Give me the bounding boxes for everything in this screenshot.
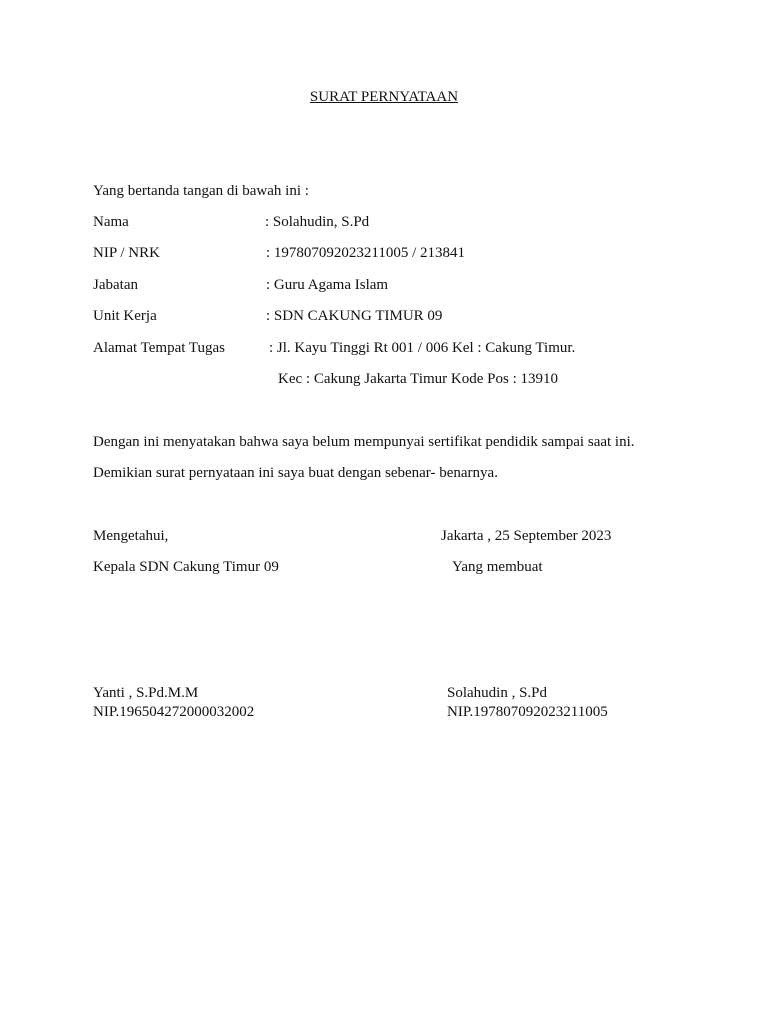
field-label-alamat: Alamat Tempat Tugas: [93, 340, 226, 356]
statement-text: Dengan ini menyatakan bahwa saya belum mempunyai sertifikat pendidik sampai saat ini.: [93, 434, 635, 450]
field-value-nip: : 197807092023211005 / 213841: [266, 245, 466, 261]
left-signatory-position: Kepala SDN Cakung Timur 09: [93, 559, 279, 575]
left-signatory-name: Yanti , S.Pd.M.M: [93, 685, 199, 701]
right-signatory-name: Solahudin , S.Pd: [447, 685, 548, 701]
right-signatory-nip: NIP.197807092023211005: [447, 704, 608, 720]
field-value-nama: : Solahudin, S.Pd: [265, 214, 370, 230]
field-value-unit-kerja: : SDN CAKUNG TIMUR 09: [266, 308, 443, 324]
left-signatory-nip: NIP.196504272000032002: [93, 704, 255, 720]
field-label-jabatan: Jabatan: [93, 277, 138, 293]
intro-text: Yang bertanda tangan di bawah ini :: [93, 183, 309, 199]
field-value-jabatan: : Guru Agama Islam: [266, 277, 389, 293]
field-label-unit-kerja: Unit Kerja: [93, 308, 157, 324]
field-value-alamat: : Jl. Kayu Tinggi Rt 001 / 006 Kel : Cakung Timur.: [269, 340, 576, 356]
acknowledged-label: Mengetahui,: [93, 528, 169, 544]
closing-text: Demikian surat pernyataan ini saya buat dengan sebenar- benarnya.: [93, 465, 498, 481]
right-signatory-role: Yang membuat: [452, 559, 543, 575]
document-title: SURAT PERNYATAAN: [309, 89, 459, 105]
place-date: Jakarta , 25 September 2023: [441, 528, 612, 544]
field-label-nip: NIP / NRK: [93, 245, 160, 261]
field-label-nama: Nama: [93, 214, 129, 230]
address-continuation: Kec : Cakung Jakarta Timur Kode Pos : 13910: [278, 371, 558, 387]
